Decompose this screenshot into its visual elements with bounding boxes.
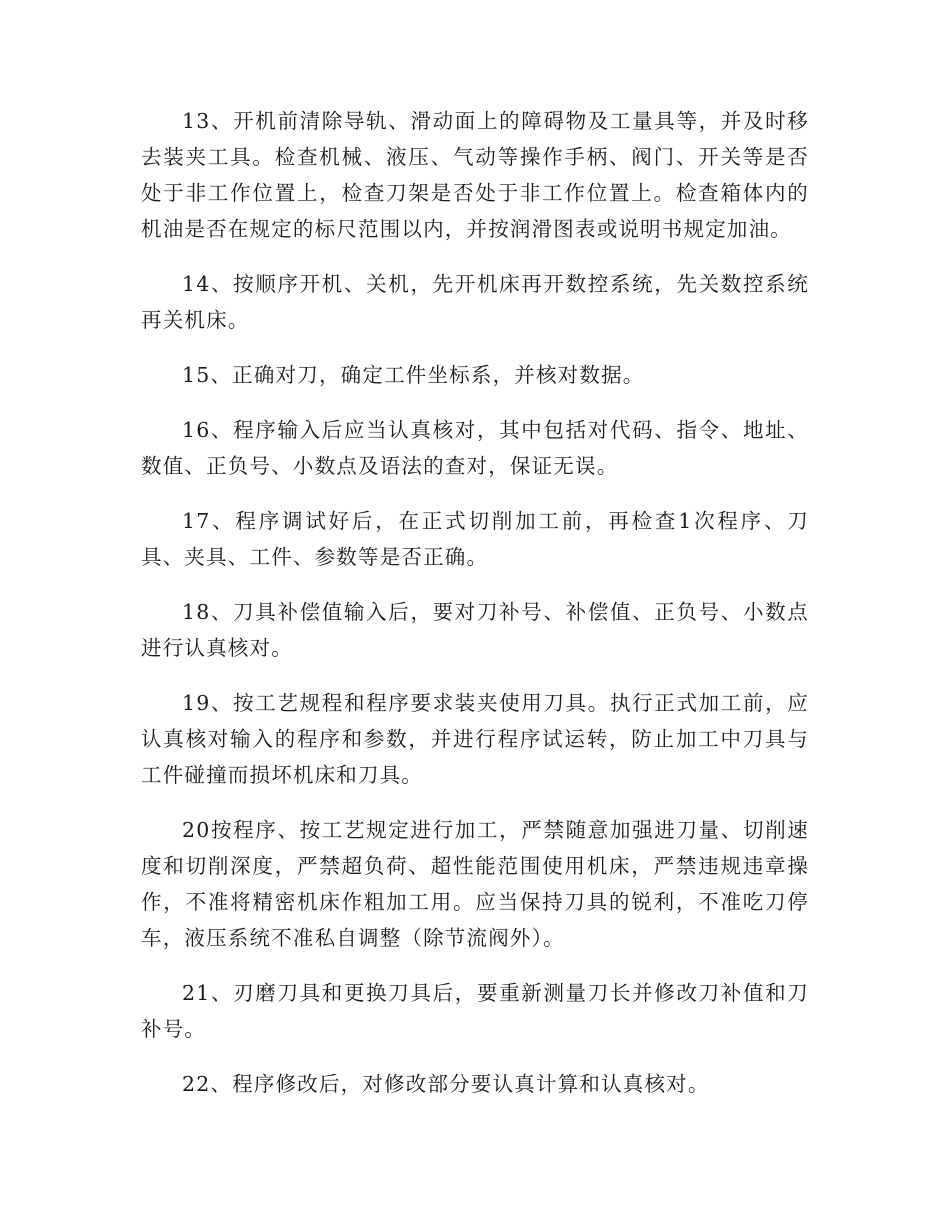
- paragraph-20: 20按程序、按工艺规定进行加工，严禁随意加强进刀量、切削速度和切削深度，严禁超负荷、超性能范围使用机床，严禁违规违章操作，不准将精密机床作粗加工用。应当保持刀具的锐利，不准吃刀停车，液压系统不准私自调整（除节流阀外）。: [141, 818, 809, 950]
- paragraph-14: 14、按顺序开机、关机，先开机床再开数控系统，先关数控系统再关机床。: [141, 272, 809, 332]
- paragraph-16: 16、程序输入后应当认真核对，其中包括对代码、指令、地址、数值、正负号、小数点及语法的查对，保证无误。: [141, 418, 809, 478]
- paragraph-17: 17、程序调试好后，在正式切削加工前，再检查1次程序、刀具、夹具、工件、参数等是否正确。: [141, 509, 809, 569]
- paragraph-22: 22、程序修改后，对修改部分要认真计算和认真核对。: [182, 1072, 710, 1096]
- paragraph-21: 21、刃磨刀具和更换刀具后，要重新测量刀长并修改刀补值和刀补号。: [141, 981, 809, 1041]
- paragraph-13: 13、开机前清除导轨、滑动面上的障碍物及工量具等，并及时移去装夹工具。检查机械、液压、气动等操作手柄、阀门、开关等是否处于非工作位置上，检查刀架是否处于非工作位置上。检查箱体内的机油是否在规定的标尺范围以内，并按润滑图表或说明书规定加油。: [141, 109, 809, 241]
- paragraph-18: 18、刀具补偿值输入后，要对刀补号、补偿值、正负号、小数点进行认真核对。: [141, 600, 809, 660]
- paragraph-15: 15、正确对刀，确定工件坐标系，并核对数据。: [182, 363, 645, 387]
- paragraph-19: 19、按工艺规程和程序要求装夹使用刀具。执行正式加工前，应认真核对输入的程序和参数，并进行程序试运转，防止加工中刀具与工件碰撞而损坏机床和刀具。: [141, 691, 809, 787]
- document-body: [141, 103, 809, 1121]
